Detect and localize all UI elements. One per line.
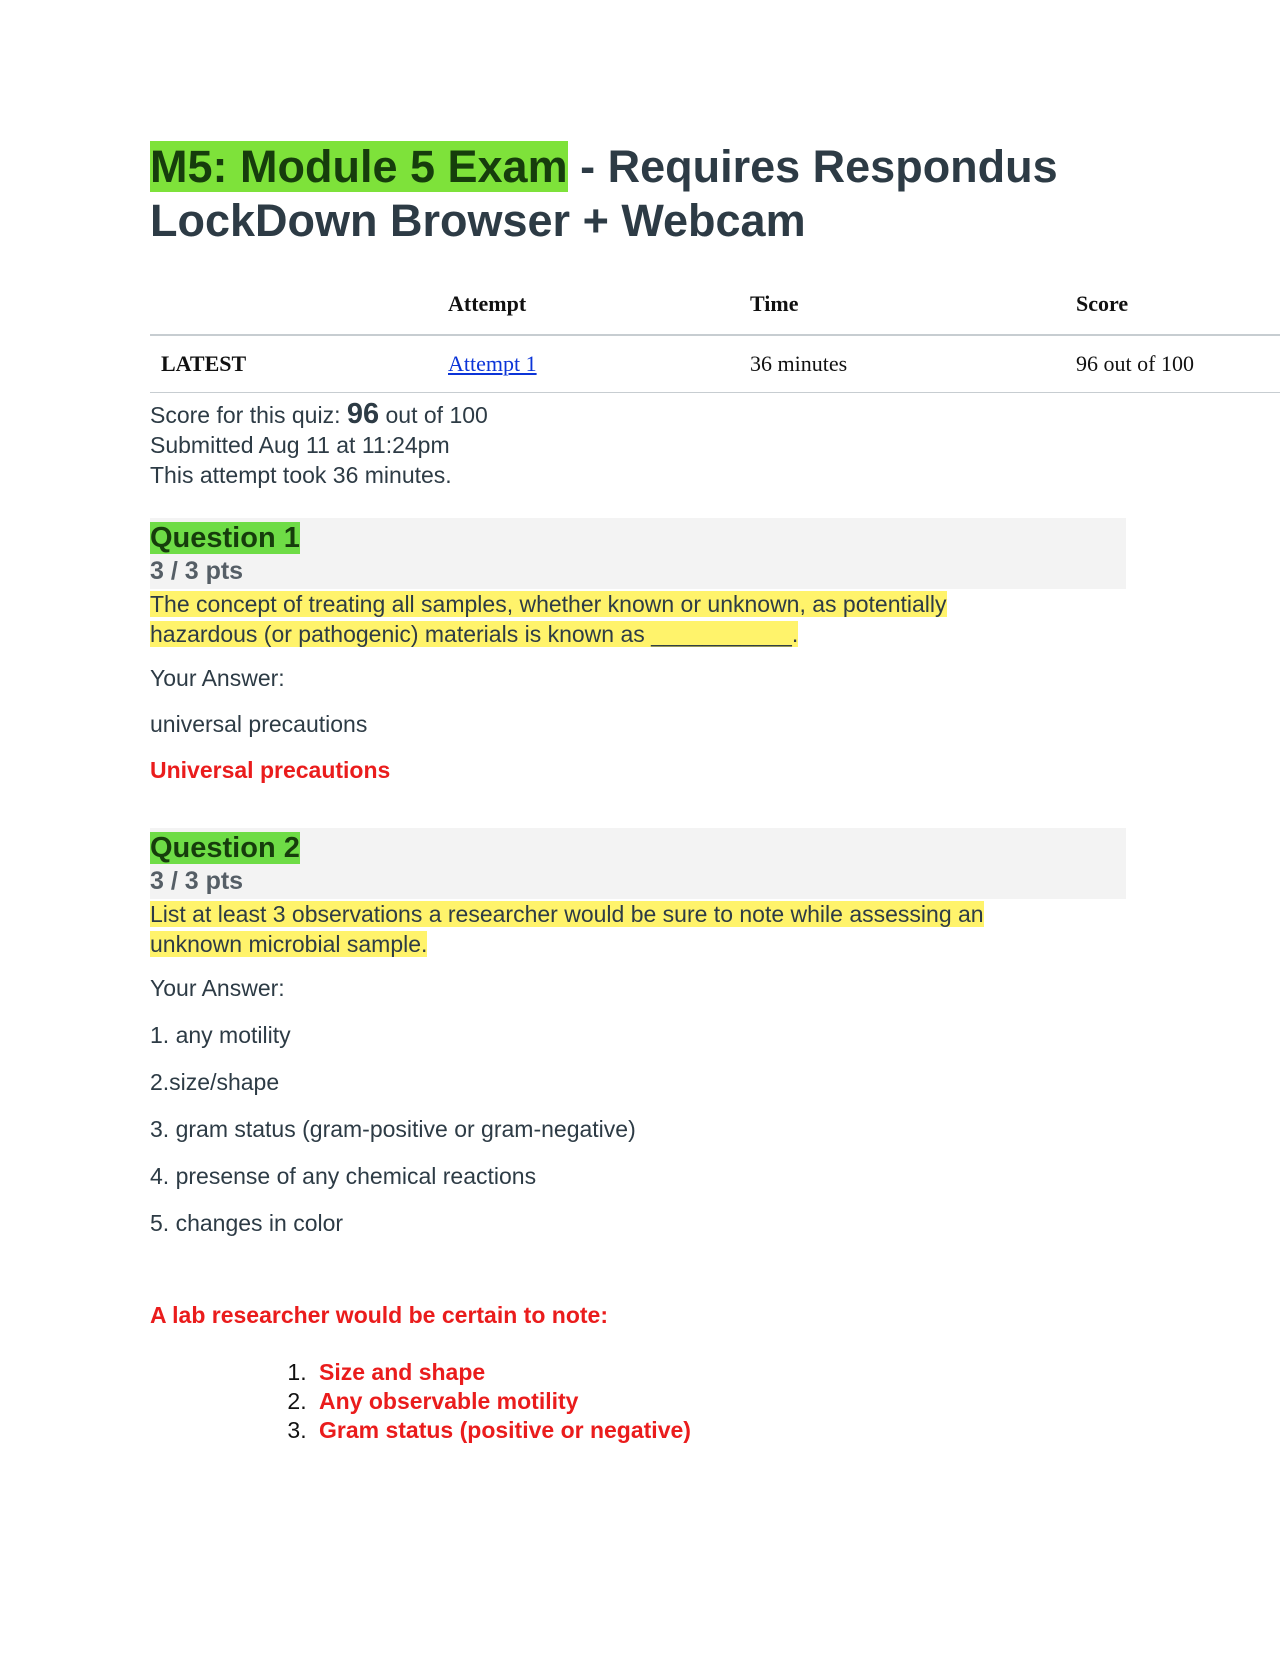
question-title: [150, 521, 1126, 555]
score-suffix: out of 100: [379, 402, 488, 428]
page-title: [150, 140, 1150, 248]
feedback-text: Universal precautions: [150, 757, 391, 783]
question-2: [150, 828, 1126, 1445]
table-header-row: [150, 274, 1280, 335]
list-item: [313, 1387, 1126, 1416]
table-row: [150, 335, 1280, 393]
quiz-results-page: [150, 140, 1280, 1445]
question-text-line: The concept of treating all samples, whether known or unknown, as potentially: [150, 591, 947, 617]
latest-label: LATEST: [150, 335, 448, 393]
answer-line: 4. presense of any chemical reactions: [150, 1163, 537, 1189]
column-header-attempt: Attempt: [448, 274, 750, 335]
answer-line: 3. gram status (gram-positive or gram-negative): [150, 1116, 636, 1142]
column-header-score: Score: [1076, 274, 1280, 335]
score-prefix: Score for this quiz:: [150, 402, 347, 428]
question-text: [150, 589, 1126, 649]
score-value: 96: [346, 398, 380, 430]
page-title-rest: - Requires Respondus LockDown Browser + Webcam: [150, 141, 1058, 246]
attempt-link[interactable]: Attempt 1: [448, 351, 537, 376]
feedback-list: [150, 1358, 1126, 1445]
your-answer-label: Your Answer:: [150, 975, 285, 1001]
answer-text: universal precautions: [150, 711, 368, 737]
attempt-summary-table: [150, 274, 1280, 393]
question-text-line: unknown microbial sample.: [150, 931, 428, 957]
question-title: [150, 831, 1126, 865]
feedback-list-item-text: Size and shape: [319, 1359, 486, 1385]
answer-line: 2.size/shape: [150, 1069, 280, 1095]
list-item: [313, 1416, 1126, 1445]
question-points: 3 / 3 pts: [150, 867, 244, 895]
score-info: [150, 399, 1280, 490]
score-cell: 96 out of 100: [1076, 335, 1280, 393]
your-answer-label: Your Answer:: [150, 665, 285, 691]
feedback-list-item-text: Any observable motility: [319, 1388, 579, 1414]
submitted-line: Submitted Aug 11 at 11:24pm: [150, 432, 450, 458]
question-text: [150, 899, 1126, 959]
answer-line: 5. changes in color: [150, 1210, 344, 1236]
question-text-line: List at least 3 observations a researcher would be sure to note while assessing an: [150, 901, 984, 927]
page-title-highlight: M5: Module 5 Exam: [150, 141, 568, 192]
question-title-text: Question 1: [150, 522, 300, 554]
duration-line: This attempt took 36 minutes.: [150, 462, 452, 488]
question-title-text: Question 2: [150, 832, 300, 864]
answer-line: 1. any motility: [150, 1022, 291, 1048]
feedback-text: A lab researcher would be certain to note:: [150, 1302, 608, 1328]
question-1: [150, 518, 1126, 785]
question-text-line: hazardous (or pathogenic) materials is known as ___________.: [150, 621, 799, 647]
question-points: 3 / 3 pts: [150, 557, 244, 585]
question-header: [150, 518, 1126, 589]
question-header: [150, 828, 1126, 899]
quiz-score-line: [150, 399, 1280, 430]
time-cell: 36 minutes: [750, 335, 1076, 393]
column-header-empty: [150, 274, 448, 335]
attempt-cell: [448, 335, 750, 393]
feedback-list-item-text: Gram status (positive or negative): [319, 1417, 691, 1443]
list-item: [313, 1358, 1126, 1387]
column-header-time: Time: [750, 274, 1076, 335]
